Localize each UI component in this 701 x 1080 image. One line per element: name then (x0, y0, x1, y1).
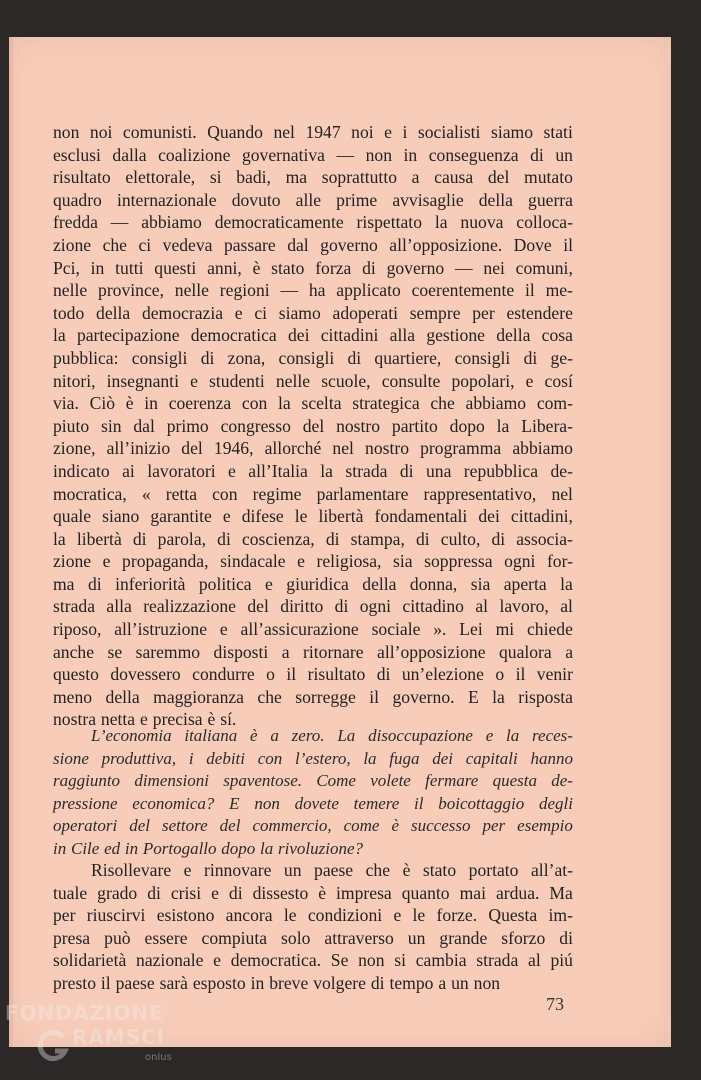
text-line: tuale grado di crisi e di dissesto è impresa quanto mai ardua. Ma (53, 882, 573, 903)
text-line: la libertà di parola, di coscienza, di stampa, di culto, di associa- (53, 528, 573, 549)
text-line: pubblica: consigli di zona, consigli di quartiere, consigli di ge- (53, 347, 573, 368)
text-line: strada alla realizzazione del diritto di ogni cittadino al lavoro, al (53, 596, 573, 617)
text-line: risultato elettorale, si badi, ma soprattutto a causa del mutato (53, 167, 573, 188)
answer-paragraph (53, 859, 573, 995)
text-line: non noi comunisti. Quando nel 1947 noi e i socialisti siamo stati (53, 122, 573, 142)
text-line: L’economia italiana è a zero. La disoccupazione e la reces- (91, 726, 573, 745)
text-line: zione e propaganda, sindacale e religiosa, sia soppressa ogni for- (53, 551, 573, 572)
text-line: Risollevare e rinnovare un paese che è stato portato all’at- (91, 860, 573, 880)
text-line: riposo, all’istruzione e all’assicurazione sociale ». Lei mi chiede (53, 619, 573, 640)
text-line: zione, all’inizio del 1946, allorché nel nostro programma abbiamo (53, 438, 573, 459)
text-line: per riuscirvi esistono ancora le condizioni e le forze. Questa im- (53, 905, 573, 926)
text-line: piuto sin dal primo congresso del nostro partito dopo la Libera- (53, 415, 573, 436)
watermark-line-2: RAMSCI (72, 1025, 166, 1049)
text-line: nitori, insegnanti e studenti nelle scuole, consulte popolari, e cosí (53, 370, 573, 391)
text-line: nelle province, nelle regioni — ha applicato coerentemente il me- (53, 280, 573, 301)
page-number: 73 (546, 994, 564, 1014)
text-line: quale siano garantite e difese le libertà fondamentali dei cittadini, (53, 506, 573, 527)
text-line: nostra netta e precisa è sí. (53, 709, 237, 730)
page-edge (9, 37, 13, 1047)
watermark-g-logo-icon (33, 1025, 73, 1065)
text-line: ma di inferiorità politica e giuridica della donna, sia aperta la (53, 573, 573, 594)
text-line: Pci, in tutti questi anni, è stato forza di governo — nei comuni, (53, 257, 573, 278)
text-line: todo della democrazia e ci siamo adoperati sempre per estendere (53, 302, 573, 323)
text-line: presto il paese sarà esposto in breve volgere di tempo a un non (53, 972, 501, 993)
text-line: via. Ciò è in coerenza con la scelta strategica che abbiamo com- (53, 393, 573, 414)
text-line: solidarietà nazionale e democratica. Se non si cambia strada al piú (53, 950, 573, 971)
text-line: raggiunto dimensioni spaventose. Come volete fermare questa de- (53, 771, 573, 791)
text-line: mocratica, « retta con regime parlamentare rappresentativo, nel (53, 483, 573, 504)
watermark-line-1: FONDAZIONE (5, 1001, 164, 1025)
text-line: operatori del settore del commercio, come è successo per esempio (53, 816, 573, 836)
text-line: indicato ai lavoratori e all’Italia la strada di una repubblica de- (53, 460, 573, 481)
text-line: la partecipazione democratica dei cittadini alla gestione della cosa (53, 325, 573, 346)
text-line: fredda — abbiamo democraticamente rispettato la nuova colloca- (53, 212, 573, 233)
text-line: presa può essere compiuta solo attraverso un grande sforzo di (53, 927, 573, 948)
text-line: esclusi dalla coalizione governativa — non in conseguenza di un (53, 144, 573, 165)
text-line: zione che ci vedeva passare dal governo all’opposizione. Dove il (53, 234, 573, 255)
text-line: pressione economica? E non dovete temere il boicottaggio degli (53, 793, 573, 813)
text-line: questo dovessero condurre o il risultato di un’elezione o il venir (53, 664, 573, 685)
text-line: meno della maggioranza che sorregge il governo. E la risposta (53, 686, 573, 707)
watermark-line-3: onlus (145, 1052, 172, 1063)
book-page (9, 37, 671, 1047)
body-paragraph (53, 121, 573, 731)
interview-question (53, 725, 573, 861)
text-line: in Cile ed in Portogallo dopo la rivoluzione? (53, 838, 364, 858)
text-line: sione produttiva, i debiti con l’estero, la fuga dei capitali hanno (53, 748, 573, 768)
text-line: anche se saremmo disposti a ritornare all’opposizione qualora a (53, 641, 573, 662)
archive-watermark (5, 1000, 175, 1070)
text-line: quadro internazionale dovuto alle prime avvisaglie della guerra (53, 189, 573, 210)
